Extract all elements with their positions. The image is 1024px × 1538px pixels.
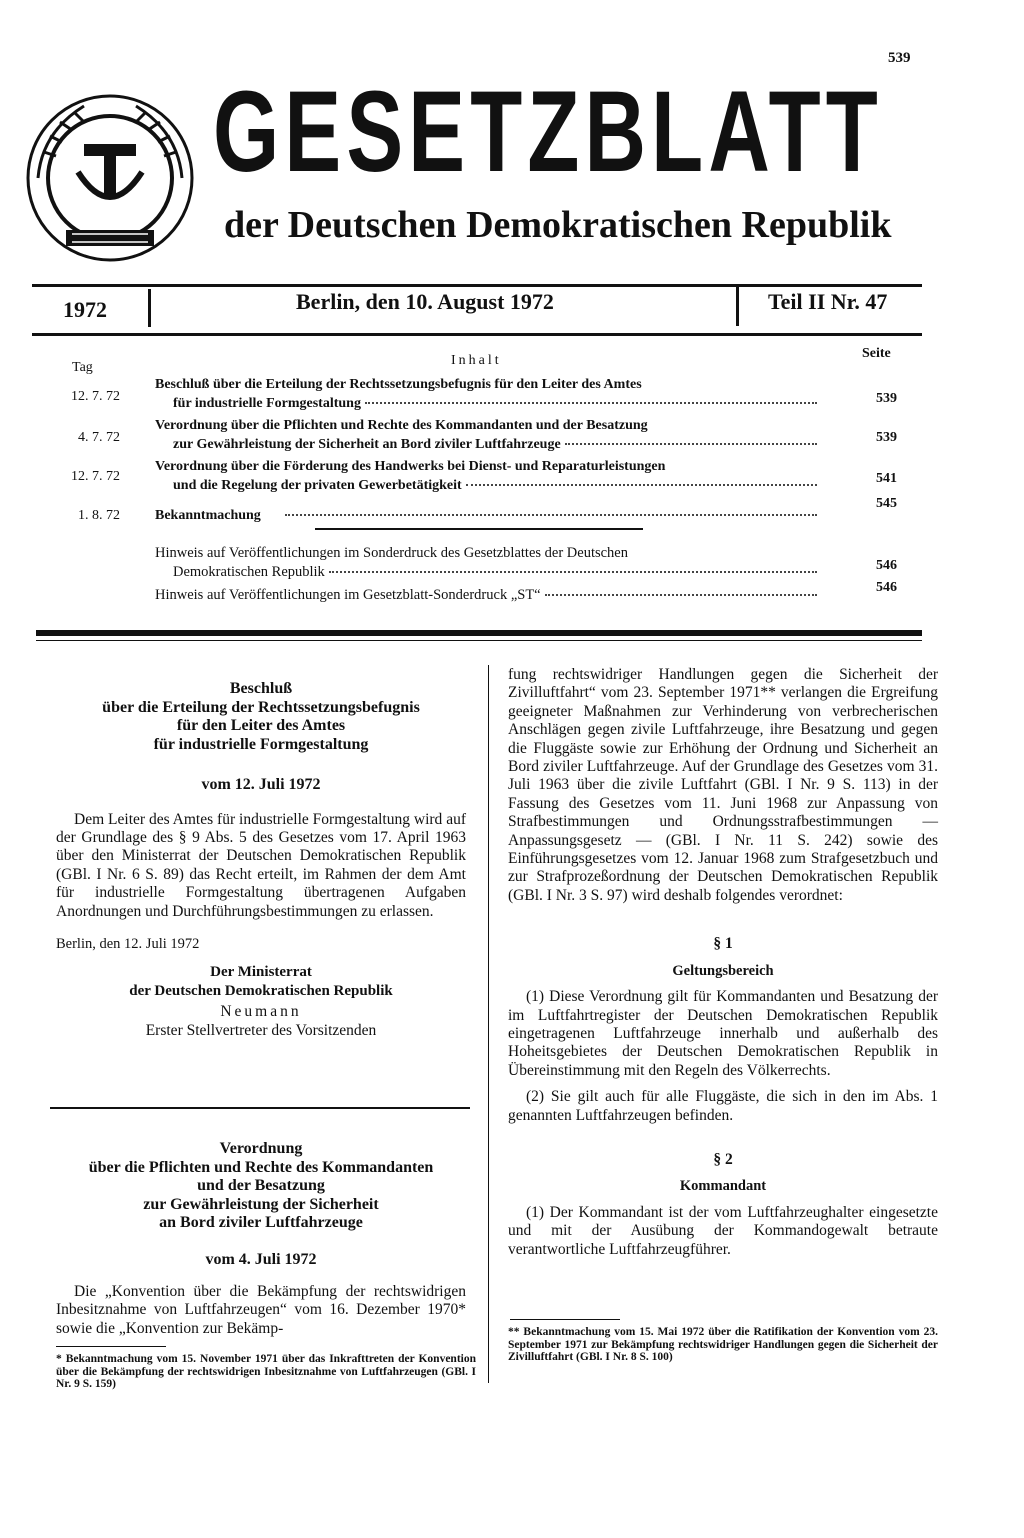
decree2-continuation: fung rechtswidriger Handlungen gegen die Sicherheit der Zivilluftfahrt“ vom 23. September 1971** verlangen die Ergreifung geeigneter Maßnahmen zur Verhinderung von verbrecherischen Anschlägen gegen zivile Luftfahrzeuge, ihre Besatzung und gegen die Fluggäste sowie zur Erhöhung der Ordnung und Sicherheit an Bord ziviler Luftfahrzeuge. Auf der Grundlage des Gesetzes vom 31. Juli 1963 über die zivile Luftfahrt (GBl. I Nr. 9 S. 113) in der Fassung des Gesetzes vom 11. Juni 1968 zur Anpassung von Strafbestimmungen und Ordnungsstrafbestimmungen — Anpassungsgesetz — (GBl. I Nr. 11 S. 242) sowie des Einführungsgesetzes vom 12. Januar 1968 zum Strafgesetzbuch und zur Strafprozeßordnung der Deutschen Demokratischen Republik (GBl. I Nr. 3 S. 97) wird deshalb folgendes verordnet: <box>508 666 938 904</box>
toc-separator <box>315 528 643 530</box>
masthead-title: GESETZBLATT <box>213 68 883 196</box>
title-line: für den Leiter des Amtes <box>176 717 346 734</box>
page-number: 539 <box>888 50 911 66</box>
toc-note-line: Hinweis auf Veröffentlichungen im Gesetzblatt-Sonderdruck „ST“ <box>155 587 541 603</box>
toc-entry-line: Beschluß über die Erteilung der Rechtssetzungsbefugnis für den Leiter des Amtes <box>155 377 642 392</box>
decree1-block <box>56 680 466 1040</box>
issue-part-number: Teil II Nr. 47 <box>768 289 888 314</box>
toc-entry-date: 12. 7. 72 <box>71 389 120 404</box>
toc-entry-line: für industrielle Formgestaltung <box>173 396 361 411</box>
toc-entry-title <box>155 457 817 495</box>
decree2-date: vom 4. Juli 1972 <box>205 1250 317 1268</box>
signatory-name: Neumann <box>220 1003 302 1021</box>
title-line: zur Gewährleistung der Sicherheit <box>143 1195 379 1213</box>
toc-entry-page: 539 <box>876 391 897 406</box>
toc-entry-line: Verordnung über die Pflichten und Rechte des Kommandanten und der Besatzung <box>155 418 648 433</box>
decree2-continuation-block <box>508 666 938 1259</box>
decree1-body: Dem Leiter des Amtes für industrielle Formgestaltung wird auf der Grundlage des § 9 Abs. 5 des Gesetzes vom 17. April 1963 über den Ministerrat der Deutschen Demokratischen Republik (GBl. I Nr. 6 S. 89) das Recht erteilt, im Rahmen der dem Amt für industrielle Formgestaltung übertragenen Aufgaben Anordnungen und Durchführungsbestimmungen zu erlassen. <box>56 810 466 920</box>
toc-entry-date: 4. 7. 72 <box>78 430 120 445</box>
decree2-intro: Die „Konvention über die Bekämpfung der rechtswidrigen Inbesitznahme von Luftfahrzeugen“ vom 16. Dezember 1970* sowie die „Konvention zur Bekämp- <box>56 1283 466 1337</box>
section1-paragraph: (1) Diese Verordnung gilt für Kommandanten und Besatzung der im Luftfahrtregister der Deutschen Demokratischen Republik eingetragenen Luftfahrzeuge innerhalb und außerhalb des Hoheitsgebietes der Deutschen Demokratischen Republik in Übereinstimmung mit den Regeln des Völkerrechts. <box>508 988 938 1079</box>
toc-entry-line: Bekanntmachung <box>155 508 261 523</box>
toc-note-page: 546 <box>876 558 897 573</box>
toc-entry-page: 545 <box>876 496 897 511</box>
toc-note-line: Demokratischen Republik <box>173 564 325 580</box>
title-line: Beschluß <box>229 680 293 697</box>
footnote-rule <box>510 1319 620 1320</box>
toc-entry-title <box>155 506 817 525</box>
decree1-title <box>56 680 466 754</box>
toc-page-header: Seite <box>862 346 891 361</box>
toc-note-title <box>155 544 817 582</box>
toc-entry-date: 1. 8. 72 <box>78 508 120 523</box>
toc-date-header: Tag <box>72 360 93 375</box>
decree-separator <box>50 1107 470 1109</box>
section-rule <box>36 630 922 636</box>
decree1-place: Berlin, den 12. Juli 1972 <box>56 935 200 952</box>
masthead-subtitle: der Deutschen Demokratischen Republik <box>224 204 892 246</box>
toc-entry-line: Verordnung über die Förderung des Handwerks bei Dienst- und Reparaturleistungen <box>155 459 666 474</box>
footnote-rule <box>56 1346 166 1347</box>
signatory-org: Der Ministerrat <box>210 964 312 981</box>
title-line: über die Erteilung der Rechtssetzungsbefugnis <box>102 698 420 716</box>
toc-note-title <box>155 586 817 605</box>
toc-entry-title <box>155 375 817 413</box>
title-line: an Bord ziviler Luftfahrzeuge <box>159 1214 363 1231</box>
title-line: und der Besatzung <box>197 1177 325 1194</box>
title-line: über die Pflichten und Rechte des Kommandanten <box>88 1158 434 1176</box>
section1-heading: Geltungsbereich <box>672 962 774 979</box>
toc-entry-date: 12. 7. 72 <box>71 469 120 484</box>
signatory-org: der Deutschen Demokratischen Republik <box>129 982 393 999</box>
info-bar-divider <box>148 289 151 327</box>
state-emblem-icon <box>24 92 196 264</box>
section1-number: § 1 <box>713 935 733 953</box>
toc-note-page: 546 <box>876 580 897 595</box>
toc-entry-page: 539 <box>876 430 897 445</box>
section2-number: § 2 <box>713 1150 733 1168</box>
section2-heading: Kommandant <box>679 1178 767 1195</box>
title-line: Verordnung <box>219 1140 303 1157</box>
issue-year: 1972 <box>63 297 107 322</box>
section2-paragraph: (1) Der Kommandant ist der vom Luftfahrzeughalter eingesetzte und mit der Ausübung der Kommandogewalt betraute verantwortliche Luftfahrzeugführer. <box>508 1203 938 1258</box>
column-divider <box>488 665 489 1383</box>
decree2-block <box>56 1140 466 1338</box>
section-rule <box>36 640 922 641</box>
signatory-role: Erster Stellvertreter des Vorsitzenden <box>145 1021 377 1039</box>
decree1-date: vom 12. Juli 1972 <box>201 776 321 793</box>
toc-entry-page: 541 <box>876 471 897 486</box>
title-line: für industrielle Formgestaltung <box>153 735 369 753</box>
decree2-title <box>56 1140 466 1233</box>
toc-entry-line: zur Gewährleistung der Sicherheit an Bord ziviler Luftfahrzeuge <box>173 437 561 452</box>
footnote-left: * Bekanntmachung vom 15. November 1971 über das Inkrafttreten der Konvention über die Bekämpfung der rechtswidrigen Inbesitznahme von Luftfahrzeugen (GBl. I Nr. 9 S. 159) <box>56 1353 476 1390</box>
issue-place-date: Berlin, den 10. August 1972 <box>296 289 554 314</box>
section1-paragraph: (2) Sie gilt auch für alle Fluggäste, die sich in den im Abs. 1 genannten Luftfahrzeugen befinden. <box>508 1088 938 1124</box>
info-bar-divider <box>736 286 739 326</box>
footnote-right: ** Bekanntmachung vom 15. Mai 1972 über die Ratifikation der Konvention vom 23. September 1971 zur Bekämpfung rechtswidriger Handlungen gegen die Sicherheit der Zivilluftfahrt (GBl. I Nr. 8 S. 100) <box>508 1326 938 1363</box>
toc-entry-line: und die Regelung der privaten Gewerbetätigkeit <box>173 478 462 493</box>
toc-note-line: Hinweis auf Veröffentlichungen im Sonderdruck des Gesetzblattes der Deutschen <box>155 545 628 561</box>
toc-content-header: Inhalt <box>451 353 502 368</box>
toc-entry-title <box>155 416 817 454</box>
